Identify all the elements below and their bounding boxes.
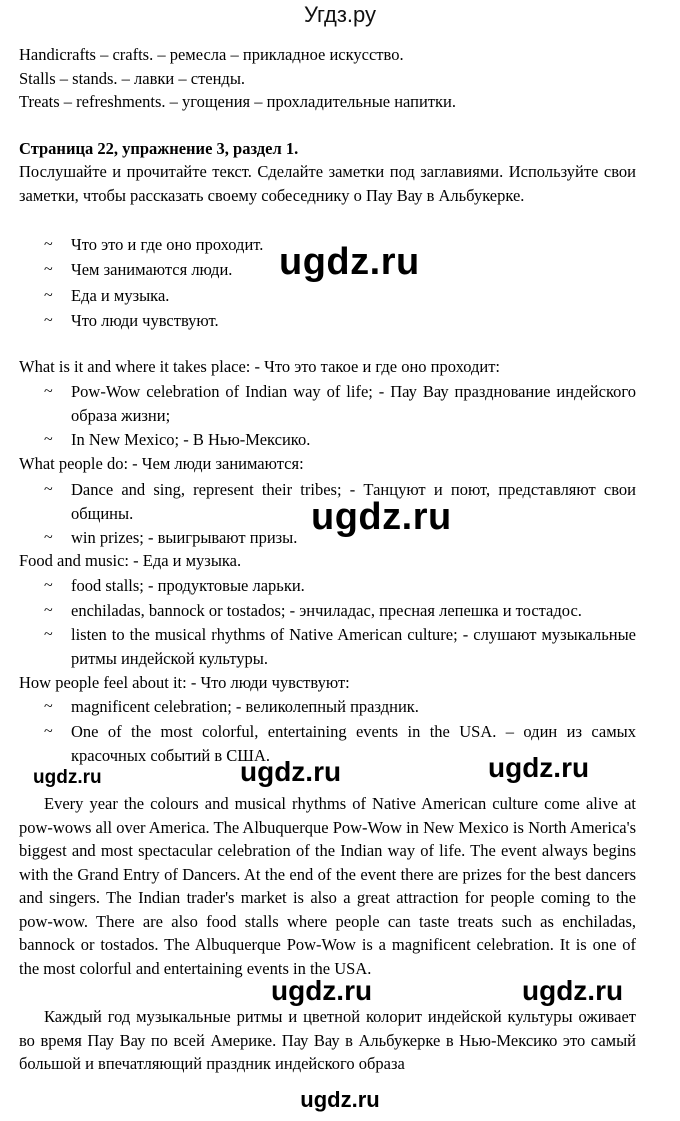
- watermark: ugdz.ru: [279, 241, 420, 283]
- text-russian: Каждый год музыкальные ритмы и цветной колорит индейской культуры оживает во время Пау Вау по всей Америке. Пау Вау в Альбукерке в Нью-Мексико это самый большой и впечатляющий праздник индейского образа: [19, 1007, 636, 1073]
- bullet: ~: [44, 261, 53, 278]
- bullet: ~: [44, 529, 53, 546]
- bullet: ~: [44, 626, 53, 643]
- bullet: ~: [44, 577, 53, 594]
- watermark: ugdz.ru: [33, 767, 102, 788]
- vocab-line: Handicrafts – crafts. – ремесла – прикладное искусство.: [19, 45, 404, 64]
- vocab-line: Treats – refreshments. – угощения – прохладительные напитки.: [19, 92, 457, 111]
- answer-section-title: Food and music: - Еда и музыка.: [19, 551, 242, 570]
- bullet: ~: [44, 431, 53, 448]
- bullet: ~: [44, 481, 53, 498]
- bullet: ~: [44, 723, 53, 740]
- answer-item: One of the most colorful, entertaining events in the USA. – один из самых красочных событий в США.: [71, 722, 636, 765]
- bullet: ~: [44, 287, 53, 304]
- watermark: ugdz.ru: [522, 975, 624, 1006]
- bullet: ~: [44, 236, 53, 253]
- answer-item: Dance and sing, represent their tribes; - Танцуют и поют, представляют свои общины.: [71, 480, 636, 523]
- answer-item: food stalls; - продуктовые ларьки.: [71, 576, 305, 595]
- site-footer: ugdz.ru: [300, 1087, 380, 1112]
- answer-item: magnificent celebration; - великолепный праздник.: [71, 697, 419, 716]
- exercise-instructions: Послушайте и прочитайте текст. Сделайте заметки под заглавиями. Используйте свои заметки, чтобы рассказать своему собеседнику о Пау Вау в Альбукерке.: [19, 162, 636, 205]
- exercise-heading: Чем занимаются люди.: [71, 260, 233, 279]
- watermark: ugdz.ru: [488, 752, 590, 783]
- exercise-heading: Что это и где оно проходит.: [71, 235, 264, 254]
- answer-section-title: How people feel about it: - Что люди чувствуют:: [19, 673, 350, 692]
- exercise-heading: Еда и музыка.: [71, 286, 170, 305]
- text-english: Every year the colours and musical rhythms of Native American culture come alive at pow-wows all over America. The Albuquerque Pow-Wow in New Mexico is North America's biggest and most spectacular celebration of the Indian way of life. The event always begins with the Grand Entry of Dancers. At the end of the event there are prizes for the best dancers and singers. The Indian trader's market is also a great attraction for people coming to the pow-wow. There are also food stalls where people can taste treats such as enchiladas, bannock or tostados. The Albuquerque Pow-Wow is a magnificent celebration. It is one of the most colorful and entertaining events in the USA.: [19, 794, 636, 978]
- answer-section-title: What is it and where it takes place: - Что это такое и где оно проходит:: [19, 357, 501, 376]
- exercise-heading: Что люди чувствуют.: [71, 311, 219, 330]
- answer-item: listen to the musical rhythms of Native American culture; - слушают музыкальные ритмы индейской культуры.: [71, 625, 636, 668]
- watermark: ugdz.ru: [240, 756, 342, 787]
- answer-item: enchiladas, bannock or tostados; - энчиладас, пресная лепешка и тостадос.: [71, 601, 582, 620]
- bullet: ~: [44, 602, 53, 619]
- bullet: ~: [44, 312, 53, 329]
- watermark: ugdz.ru: [271, 975, 373, 1006]
- answer-item: In New Mexico; - В Нью-Мексико.: [71, 430, 311, 449]
- site-header: Угдз.ру: [303, 2, 377, 27]
- answer-item: win prizes; - выигрывают призы.: [71, 528, 298, 547]
- bullet: ~: [44, 383, 53, 400]
- answer-item: Pow-Wow celebration of Indian way of life; - Пау Вау празднование индейского образа жизни;: [71, 382, 636, 425]
- answer-section-title: What people do: - Чем люди занимаются:: [19, 454, 304, 473]
- exercise-title: Страница 22, упражнение 3, раздел 1.: [19, 139, 299, 158]
- bullet: ~: [44, 698, 53, 715]
- watermark: ugdz.ru: [311, 496, 452, 538]
- vocab-line: Stalls – stands. – лавки – стенды.: [19, 69, 246, 88]
